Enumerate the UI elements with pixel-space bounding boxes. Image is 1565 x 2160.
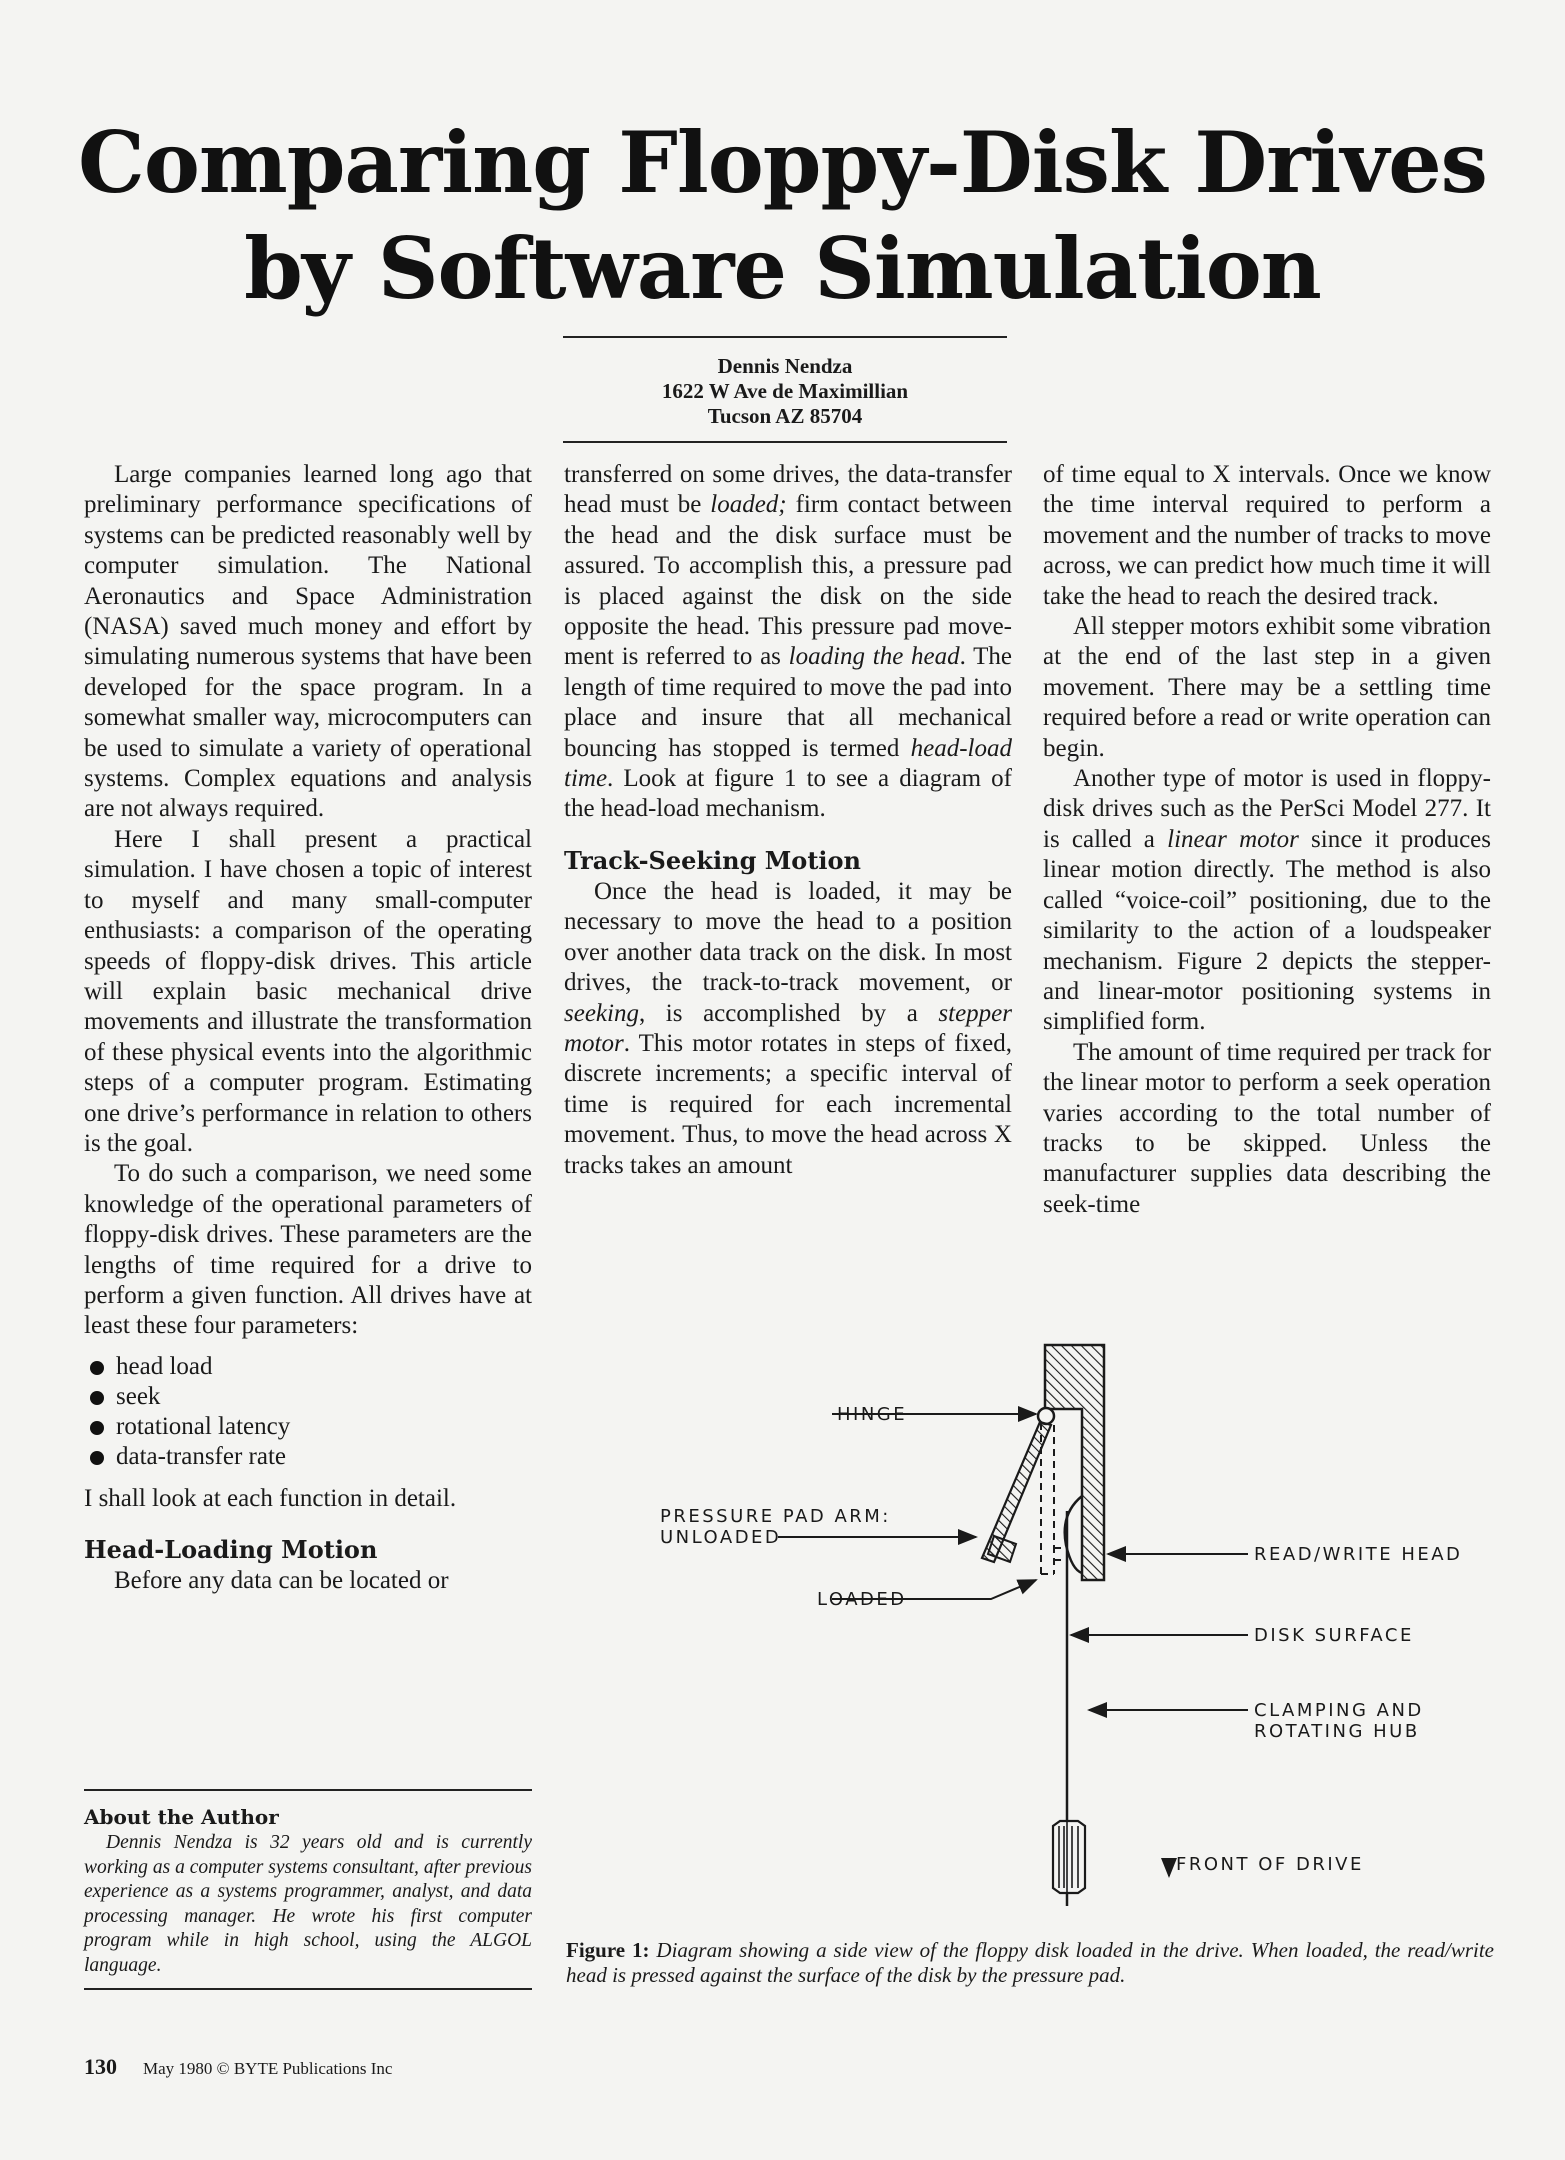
label-disk-surface: DISK SURFACE (1254, 1625, 1414, 1646)
section-heading-track-seeking: Track-Seeking Motion (564, 845, 861, 875)
list-item: seek (90, 1382, 532, 1412)
author-byline (563, 336, 1007, 443)
title-line-2: by Software Simulation (244, 219, 1321, 318)
paragraph: Another type of motor is used in floppy-disk drives such as the PerSci Model 277. It is called a linear motor since it produces linear motion directly. The method is also called “voice-coil” positioning, due to the similarity to the action of a loudspeaker mechanism. Figure 2 depicts the stepper- and linear-motor positioning systems in simplified form. (1043, 765, 1491, 1036)
paragraph: To do such a comparison, we need some knowledge of the operational parameters of floppy-disk drives. These parameters are the lengths of time required for a drive to perform a given function. All drives have at least these four parameters: (84, 1160, 532, 1340)
column-3 (1043, 460, 1491, 1220)
label-hinge: HINGE (837, 1404, 908, 1425)
paragraph: Here I shall present a practical simulation. I have chosen a topic of interest to myself and many small-computer enthusiasts: a comparison of the operating speeds of floppy-disk drives. This article will explain basic mechanical drive movements and illustrate the transformation of these physical events into the algorithmic steps of a computer program. Estimating one drive’s performance in relation to others is the goal. (84, 825, 532, 1157)
column-2 (564, 460, 1012, 1181)
author-address-1: 1622 W Ave de Maximillian (661, 379, 909, 403)
bullet-icon (90, 1421, 104, 1435)
caption-text: Diagram showing a side view of the floppy disk loaded in the drive. When loaded, the read/write head is pressed against the surface of the disk by the pressure pad. (566, 1938, 1494, 1987)
label-front-of-drive: FRONT OF DRIVE (1176, 1854, 1364, 1875)
paragraph: of time equal to X intervals. Once we know the time interval required to perform a movement and the number of tracks to move across, we can predict how much time it will take the head to reach the desired track. (1043, 461, 1491, 610)
author-name: Dennis Nendza (717, 354, 853, 378)
paragraph: All stepper motors exhibit some vibration at the end of the last step in a given movement. There may be a settling time required before a read or write operation can begin. (1043, 613, 1491, 762)
bullet-icon (90, 1391, 104, 1405)
parameter-list (84, 1352, 532, 1472)
paragraph: Once the head is loaded, it may be necessary to move the head to a position over another data track on the disk. In most drives, the track-to-track movement, or seeking, is accomplished by a stepper motor. This motor rotates in steps of fixed, discrete increments; a specific interval of time is required for each incremental movement. Thus, to move the head across X tracks takes an amount (564, 877, 1012, 1179)
figure-1-caption (566, 1938, 1494, 1988)
page-number: 130 (84, 2054, 117, 2079)
paragraph: transferred on some drives, the data-transfer head must be loaded; firm contact between the head and the disk surface must be assured. To accomplish this, a pressure pad is placed against the disk on the side opposite the head. This pressure pad movement is referred to as loading the head. The length of time required to move the pad into place and insure that all mechanical bouncing has stopped is termed head-load time. Look at figure 1 to see a diagram of the head-load mechanism. (564, 461, 1013, 823)
label-pressure-pad-arm: PRESSURE PAD ARM: (660, 1506, 891, 1527)
list-item: rotational latency (90, 1412, 532, 1442)
caption-label: Figure 1: (566, 1938, 650, 1962)
paragraph: Large companies learned long ago that preliminary performance specifications of systems can be predicted reasonably well by computer simulation. The National Aeronautics and Space Administration (NASA) saved much money and effort by simulating numerous systems that have been developed for the space program. In a somewhat smaller way, microcomputers can be used to simulate a variety of operational systems. Complex equations and analysis are not always required. (84, 461, 532, 823)
column-1 (84, 460, 532, 1597)
author-address-2: Tucson AZ 85704 (707, 404, 863, 428)
article-title (0, 110, 1565, 322)
figure-1-diagram (560, 1330, 1520, 1930)
title-line-1: Comparing Floppy-Disk Drives (78, 113, 1487, 212)
paragraph: The amount of time required per track for the linear motor to perform a seek operation varies according to the total number of tracks to be skipped. Unless the manufacturer supplies data describing the seek-time (1043, 1038, 1491, 1218)
label-unloaded: UNLOADED (660, 1527, 782, 1548)
label-hub-line-2: ROTATING HUB (1254, 1721, 1420, 1742)
bullet-icon (90, 1451, 104, 1465)
list-item: head load (90, 1352, 532, 1382)
list-item: data-transfer rate (90, 1442, 532, 1472)
paragraph: Before any data can be located or (114, 1567, 449, 1595)
paragraph: I shall look at each function in detail. (84, 1484, 457, 1512)
section-heading-head-loading: Head-Loading Motion (84, 1535, 378, 1565)
publication-credit: May 1980 © BYTE Publications Inc (143, 2059, 393, 2078)
page-footer (84, 2055, 392, 2081)
bullet-icon (90, 1361, 104, 1375)
label-hub-line-1: CLAMPING AND (1254, 1700, 1424, 1721)
about-text: Dennis Nendza is 32 years old and is currently working as a computer systems consultant, after previous experience as a systems programmer, analyst, and data processing manager. He wrote his first computer program while in high school, using the ALGOL language. (84, 1832, 532, 1976)
label-read-write-head: READ/WRITE HEAD (1254, 1544, 1463, 1565)
label-loaded: LOADED (817, 1589, 907, 1610)
about-the-author-box (84, 1789, 532, 1990)
about-heading: About the Author (84, 1805, 279, 1829)
